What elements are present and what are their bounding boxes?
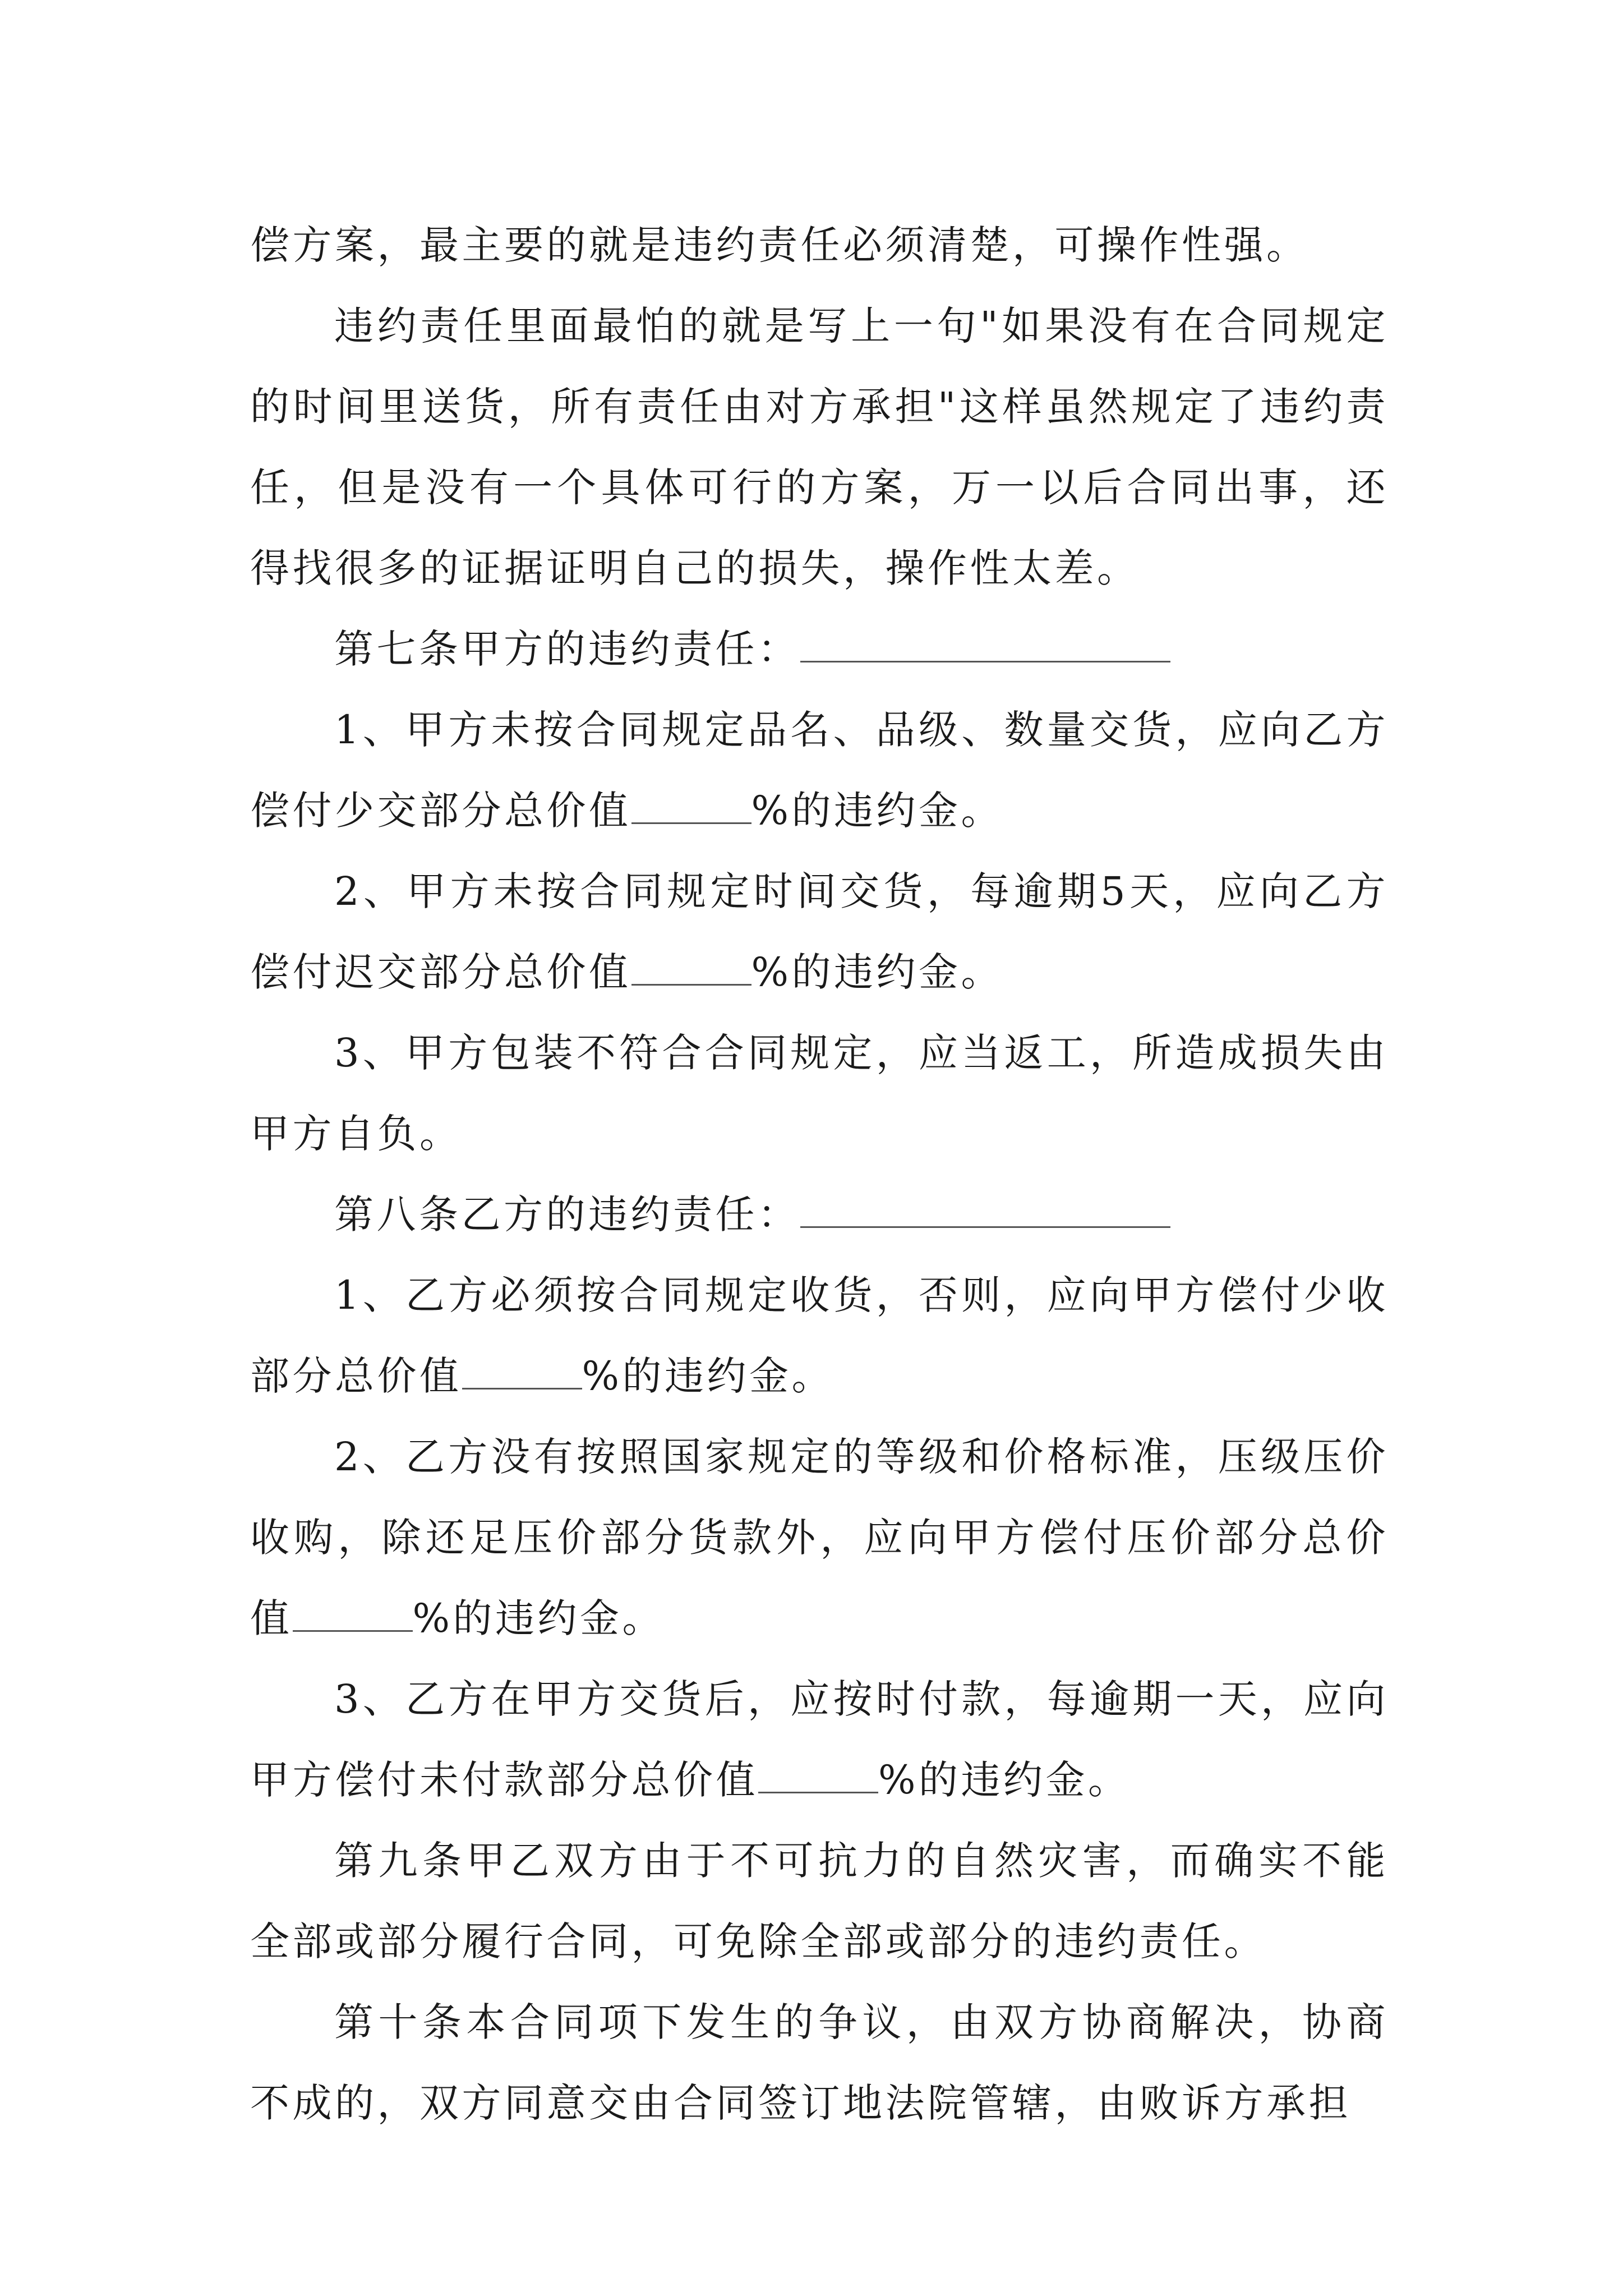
paragraph-text: 第七条甲方的违约责任： <box>334 626 800 672</box>
paragraph-text: 第八条乙方的违约责任： <box>334 1191 800 1237</box>
paragraph-text: 1、乙方必须按合同规定收货，否则，应向甲方偿付少收部分总价值 <box>250 1272 1389 1399</box>
article-9 <box>250 1820 1389 1982</box>
fill-in-blank <box>631 951 751 986</box>
article-8-heading <box>250 1174 1389 1255</box>
paragraph-text: 2、乙方没有按照国家规定的等级和价格标准，压级压价收购，除还足压价部分货款外，应向甲方偿付压价部分总价值 <box>250 1434 1389 1641</box>
paragraph-text: 2、甲方未按合同规定时间交货，每逾期5天，应向乙方偿付迟交部分总价值 <box>250 868 1389 995</box>
paragraph-text: 3、乙方在甲方交货后，应按时付款，每逾期一天，应向甲方偿付未付款部分总价值 <box>250 1676 1389 1803</box>
fill-in-blank <box>631 790 751 824</box>
article-7-clause-2 <box>250 851 1389 1013</box>
paragraph-text: 偿方案，最主要的就是违约责任必须清楚，可操作性强。 <box>250 222 1309 268</box>
fill-in-blank <box>293 1598 413 1632</box>
article-8-clause-1 <box>250 1255 1389 1416</box>
paragraph-compensation-plan <box>250 205 1389 286</box>
article-8-clause-2 <box>250 1416 1389 1659</box>
paragraph-text: 3、甲方包装不符合合同规定，应当返工，所造成损失由甲方自负。 <box>250 1030 1389 1157</box>
paragraph-liability-explanation <box>250 286 1389 609</box>
article-10 <box>250 1982 1389 2143</box>
article-7-heading <box>250 609 1389 689</box>
paragraph-text: 第九条甲乙双方由于不可抗力的自然灾害，而确实不能全部或部分履行合同，可免除全部或部分的违约责任。 <box>250 1838 1389 1964</box>
paragraph-text: 第十条本合同项下发生的争议，由双方协商解决，协商不成的，双方同意交由合同签订地法院管辖，由败诉方承担 <box>250 1999 1389 2126</box>
paragraph-text-suffix: %的违约金。 <box>751 788 1004 834</box>
article-7-clause-3 <box>250 1013 1389 1174</box>
fill-in-blank <box>800 628 1170 662</box>
fill-in-blank <box>462 1355 582 1389</box>
fill-in-blank <box>800 1194 1170 1228</box>
paragraph-text-suffix: %的违约金。 <box>878 1757 1131 1803</box>
paragraph-text: 违约责任里面最怕的就是写上一句"如果没有在合同规定的时间里送货，所有责任由对方承担"这样虽然规定了违约责任，但是没有一个具体可行的方案，万一以后合同出事，还得找很多的证据证明自己的损失，操作性太差。 <box>250 303 1389 591</box>
document-body <box>250 205 1389 2143</box>
paragraph-text-suffix: %的违约金。 <box>582 1353 834 1399</box>
fill-in-blank <box>758 1759 878 1793</box>
paragraph-text-suffix: %的违约金。 <box>751 949 1004 995</box>
article-8-clause-3 <box>250 1659 1389 1820</box>
article-7-clause-1 <box>250 689 1389 851</box>
paragraph-text-suffix: %的违约金。 <box>412 1595 665 1641</box>
paragraph-text: 1、甲方未按合同规定品名、品级、数量交货，应向乙方偿付少交部分总价值 <box>250 707 1389 834</box>
